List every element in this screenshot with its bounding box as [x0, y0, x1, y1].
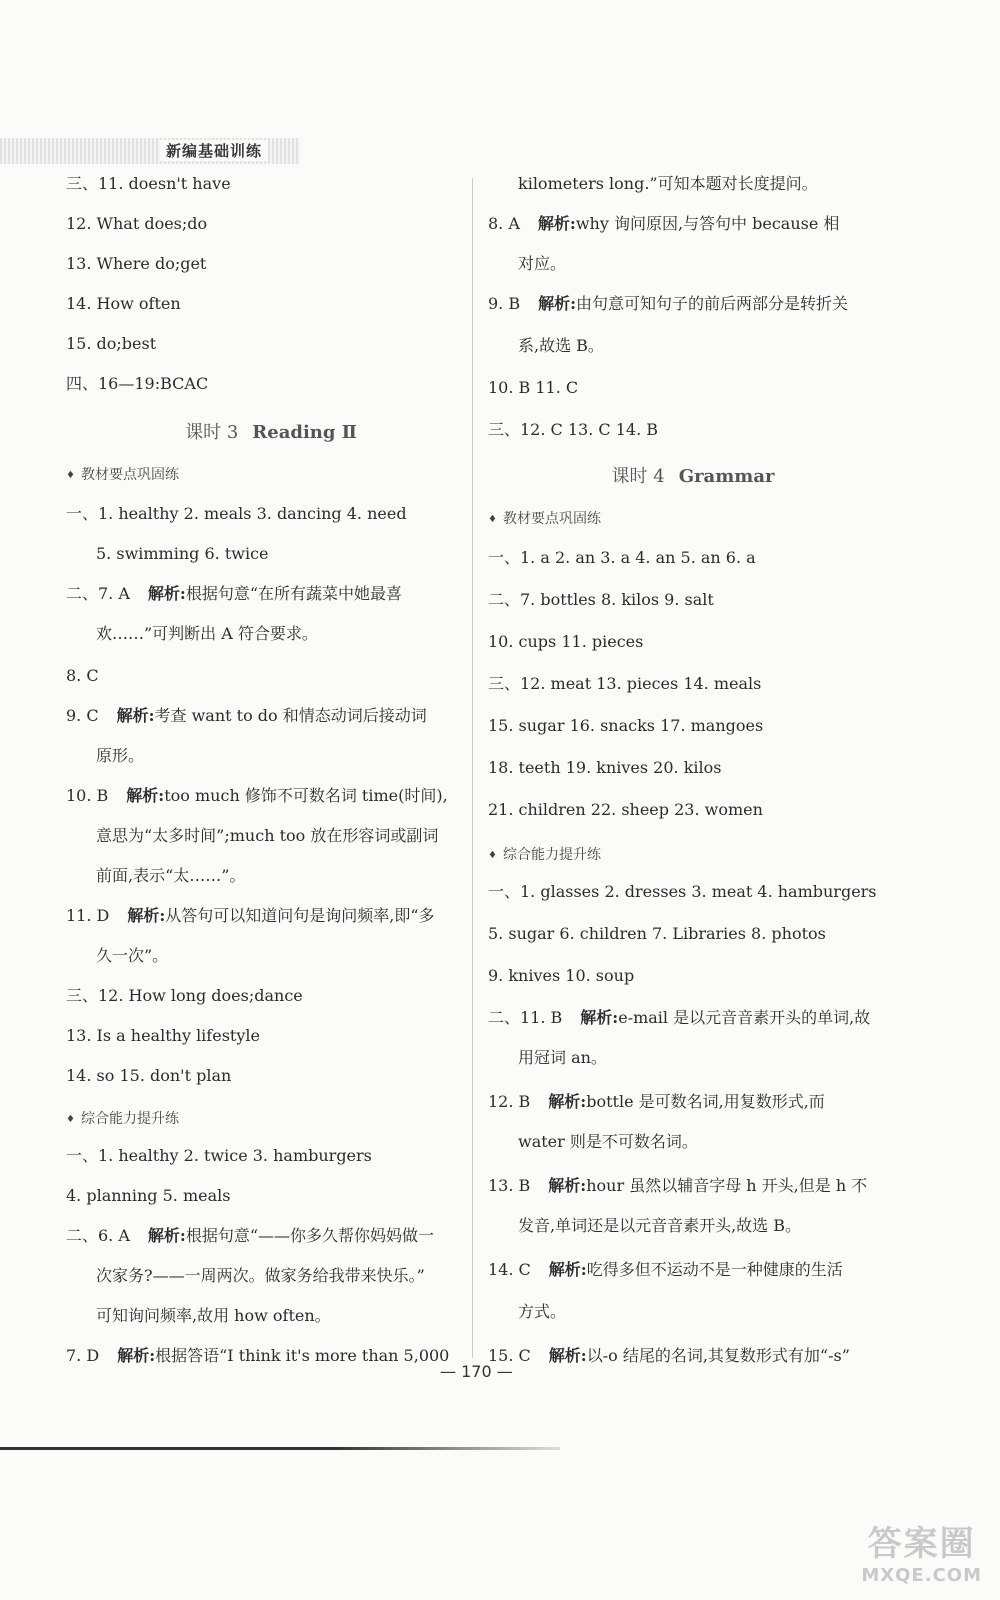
answer-line	[66, 374, 208, 394]
explanation-text: 根据句意“在所有蔬菜中她最喜	[185, 584, 403, 603]
answer-text: 二、6. A	[66, 1226, 130, 1245]
answer-line	[96, 826, 438, 846]
answer-line	[66, 214, 207, 234]
answer-line	[488, 1346, 850, 1366]
answer-line	[488, 966, 634, 986]
answer-text: 5. swimming 6. twice	[96, 544, 269, 563]
answer-line	[66, 1346, 449, 1366]
explanation-text: 以-o 结尾的名词,其复数形式有加“-s”	[586, 1346, 850, 1365]
answer-line	[66, 1026, 260, 1046]
lesson-number: 课时 3	[185, 422, 239, 443]
explanation-label: 解析:	[127, 906, 166, 925]
answer-line	[66, 294, 181, 314]
answer-line	[518, 1048, 607, 1068]
answer-text: 9. B	[488, 294, 521, 313]
answer-text: 9. C	[66, 706, 99, 725]
explanation-text: 根据句意“——你多久帮你妈妈做一	[185, 1226, 435, 1245]
answer-text: 次家务?——一周两次。做家务给我带来快乐。”	[96, 1266, 425, 1285]
answer-line	[66, 1066, 231, 1086]
answer-line	[488, 1176, 867, 1196]
answer-line	[66, 334, 156, 354]
answer-line	[518, 336, 604, 356]
answer-text: 11. D	[66, 906, 110, 925]
answer-text: 4. planning 5. meals	[66, 1186, 231, 1205]
explanation-label: 解析:	[117, 1346, 156, 1365]
explanation-label: 解析:	[147, 1226, 186, 1245]
answer-text: 10. cups 11. pieces	[488, 632, 644, 651]
answer-line	[488, 758, 721, 778]
answer-line	[96, 1266, 425, 1286]
explanation-text: too much 修饰不可数名词 time(时间),	[164, 786, 448, 805]
answer-text: 三、11. doesn't have	[66, 174, 231, 193]
explanation-label: 解析:	[126, 786, 165, 805]
answer-text: 可知询问频率,故用 how often。	[96, 1306, 331, 1325]
answer-line	[488, 882, 877, 902]
answer-line	[66, 666, 99, 686]
answer-text: kilometers long.”可知本题对长度提问。	[518, 174, 818, 193]
explanation-label: 解析:	[548, 1176, 587, 1195]
answer-text: 7. D	[66, 1346, 100, 1365]
answer-text: 8. A	[488, 214, 520, 233]
section-subheading: ♦ 综合能力提升练	[488, 844, 601, 864]
answer-line	[488, 1008, 870, 1028]
answer-line	[96, 746, 144, 766]
answer-text: 对应。	[518, 254, 567, 273]
answer-text: 15. C	[488, 1346, 531, 1365]
answer-text: 方式。	[518, 1302, 567, 1321]
answer-text: water 则是不可数名词。	[518, 1132, 698, 1151]
lesson-number: 课时 4	[611, 466, 665, 487]
section-subheading: ♦ 教材要点巩固练	[66, 464, 179, 484]
answer-text: 12. B	[488, 1092, 531, 1111]
answer-line	[488, 632, 643, 652]
answer-line	[488, 420, 658, 440]
answer-text: 15. do;best	[66, 334, 157, 353]
footer-rule	[0, 1447, 560, 1450]
answer-text: 系,故选 B。	[518, 336, 604, 355]
answer-line	[518, 174, 818, 194]
answer-text: 21. children 22. sheep 23. women	[488, 800, 763, 819]
answer-line	[66, 254, 206, 274]
answer-text: 原形。	[96, 746, 145, 765]
explanation-text: 根据答语“I think it's more than 5,000	[155, 1346, 450, 1365]
answer-text: 久一次”。	[96, 946, 169, 965]
lesson-heading	[488, 462, 898, 488]
answer-text: 14. How often	[66, 294, 181, 313]
answer-text: 前面,表示“太……”。	[96, 866, 246, 885]
answer-text: 用冠词 an。	[518, 1048, 607, 1067]
answer-text: 12. What does;do	[66, 214, 208, 233]
answer-text: 13. Is a healthy lifestyle	[66, 1026, 260, 1045]
answer-text: 欢……”可判断出 A 符合要求。	[96, 624, 318, 643]
answer-line	[488, 924, 826, 944]
answer-text: 发音,单词还是以元音音素开头,故选 B。	[518, 1216, 802, 1235]
answer-line	[66, 504, 407, 524]
column-divider	[472, 178, 473, 1358]
explanation-label: 解析:	[116, 706, 155, 725]
watermark-url: MXQE.COM	[861, 1565, 982, 1586]
answer-text: 二、7. A	[66, 584, 130, 603]
answer-line	[518, 254, 566, 274]
book-title: 新编基础训练	[160, 140, 268, 161]
explanation-text: hour 虽然以辅音字母 h 开头,但是 h 不	[586, 1176, 868, 1195]
answer-line	[488, 1260, 843, 1280]
lesson-title: Reading Ⅱ	[252, 422, 357, 443]
answer-text: 18. teeth 19. knives 20. kilos	[488, 758, 722, 777]
answer-line	[488, 548, 756, 568]
explanation-text: 由句意可知句子的前后两部分是转折关	[576, 294, 849, 313]
explanation-label: 解析:	[147, 584, 186, 603]
explanation-text: 从答句可以知道问句是询问频率,即“多	[165, 906, 435, 925]
answer-text: 四、16—19:BCAC	[66, 374, 209, 393]
page-number: — 170 —	[440, 1362, 513, 1381]
answer-line	[66, 786, 448, 806]
answer-line	[488, 214, 839, 234]
answer-text: 14. C	[488, 1260, 531, 1279]
answer-text: 二、11. B	[488, 1008, 563, 1027]
answer-line	[96, 1306, 331, 1326]
answer-line	[66, 1146, 372, 1166]
answer-text: 14. so 15. don't plan	[66, 1066, 232, 1085]
answer-text: 三、12. meat 13. pieces 14. meals	[488, 674, 762, 693]
explanation-text: e-mail 是以元音音素开头的单词,故	[618, 1008, 871, 1027]
answer-line	[66, 174, 231, 194]
explanation-text: bottle 是可数名词,用复数形式,而	[586, 1092, 825, 1111]
answer-line	[488, 716, 763, 736]
answer-line	[96, 946, 168, 966]
answer-line	[66, 584, 402, 604]
answer-text: 一、1. healthy 2. twice 3. hamburgers	[66, 1146, 372, 1165]
answer-line	[488, 294, 848, 314]
section-subheading: ♦ 教材要点巩固练	[488, 508, 601, 528]
answer-line	[66, 706, 427, 726]
answer-line	[518, 1302, 566, 1322]
answer-line	[488, 590, 714, 610]
answer-text: 13. Where do;get	[66, 254, 207, 273]
answer-line	[66, 1186, 230, 1206]
explanation-label: 解析:	[548, 1346, 587, 1365]
answer-text: 10. B	[66, 786, 109, 805]
answer-line	[488, 378, 578, 398]
answer-line	[96, 624, 318, 644]
answer-text: 意思为“太多时间”;much too 放在形容词或副词	[96, 826, 439, 845]
answer-line	[96, 866, 245, 886]
answer-text: 5. sugar 6. children 7. Libraries 8. photos	[488, 924, 826, 943]
watermark-logo	[861, 1516, 982, 1586]
lesson-heading	[66, 418, 476, 444]
answer-text: 8. C	[66, 666, 99, 685]
answer-text: 二、7. bottles 8. kilos 9. salt	[488, 590, 714, 609]
answer-line	[488, 1092, 825, 1112]
answer-line	[66, 906, 435, 926]
answer-line	[488, 674, 761, 694]
explanation-label: 解析:	[537, 214, 576, 233]
explanation-text: 吃得多但不运动不是一种健康的生活	[586, 1260, 843, 1279]
explanation-label: 解析:	[548, 1092, 587, 1111]
explanation-label: 解析:	[548, 1260, 587, 1279]
answer-line	[488, 800, 763, 820]
section-subheading: ♦ 综合能力提升练	[66, 1108, 179, 1128]
watermark-text: 答案圈	[867, 1524, 976, 1564]
answer-text: 13. B	[488, 1176, 531, 1195]
answer-line	[66, 986, 303, 1006]
explanation-label: 解析:	[580, 1008, 619, 1027]
answer-line	[66, 1226, 434, 1246]
answer-line	[518, 1132, 698, 1152]
answer-text: 15. sugar 16. snacks 17. mangoes	[488, 716, 764, 735]
answer-text: 一、1. glasses 2. dresses 3. meat 4. hamburgers	[488, 882, 877, 901]
answer-text: 三、12. How long does;dance	[66, 986, 303, 1005]
answer-text: 9. knives 10. soup	[488, 966, 635, 985]
explanation-label: 解析:	[538, 294, 577, 313]
answer-line	[518, 1216, 801, 1236]
answer-text: 三、12. C 13. C 14. B	[488, 420, 659, 439]
answer-text: 10. B 11. C	[488, 378, 579, 397]
explanation-text: 考查 want to do 和情态动词后接动词	[154, 706, 427, 725]
lesson-title: Grammar	[678, 466, 775, 487]
answer-line	[96, 544, 269, 564]
explanation-text: why 询问原因,与答句中 because 相	[575, 214, 840, 233]
answer-text: 一、1. a 2. an 3. a 4. an 5. an 6. a	[488, 548, 756, 567]
answer-text: 一、1. healthy 2. meals 3. dancing 4. need	[66, 504, 407, 523]
